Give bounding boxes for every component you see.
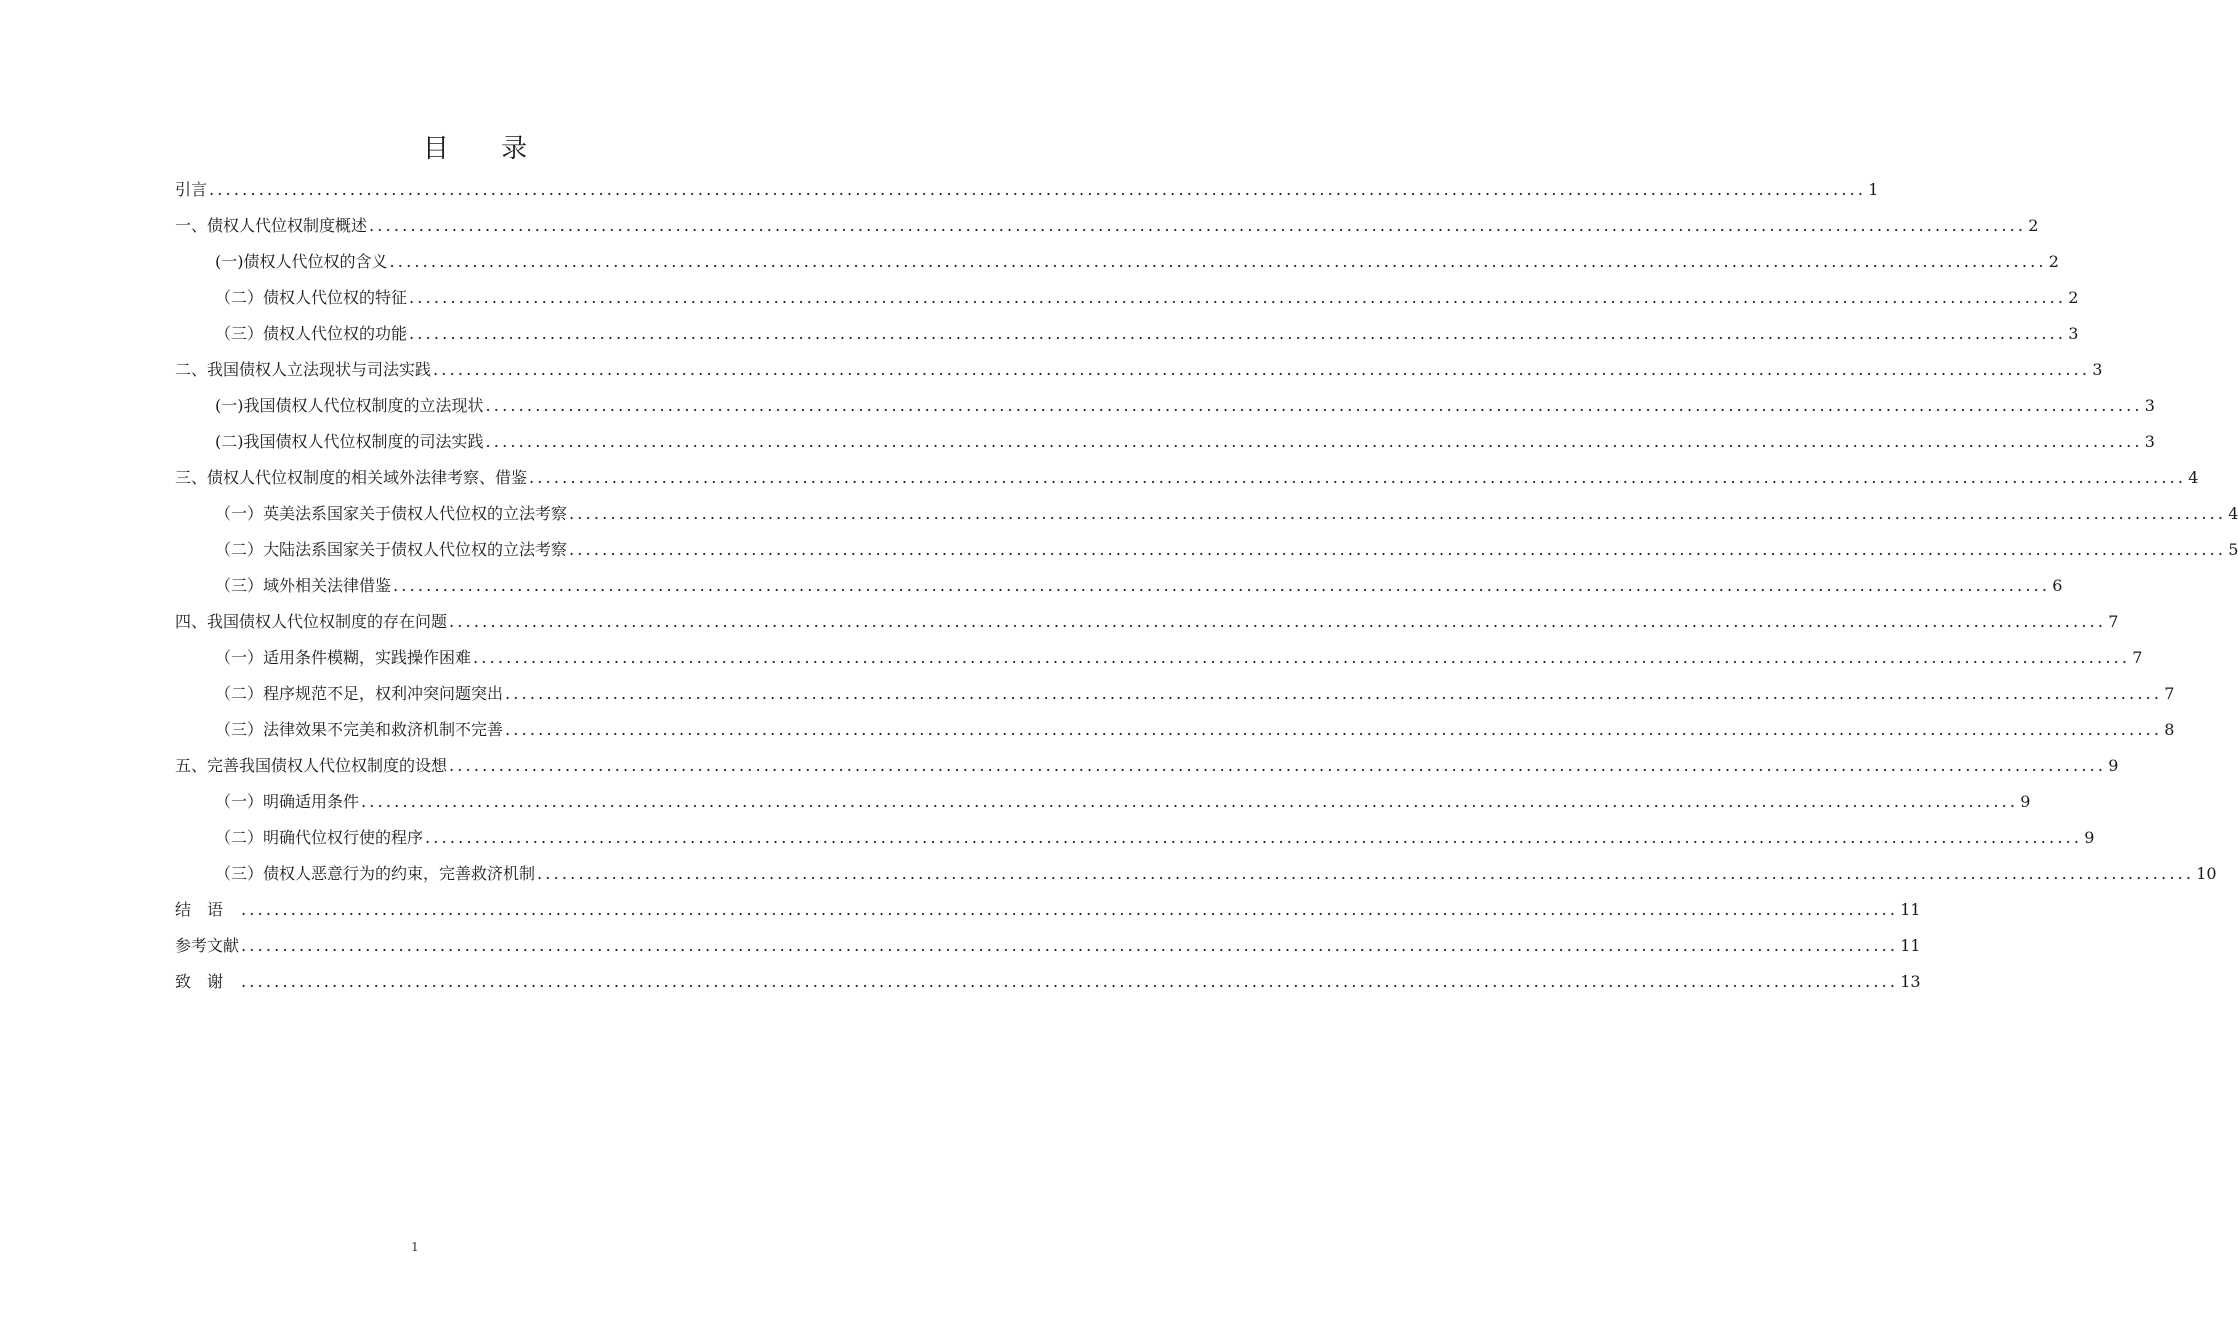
toc-entry[interactable]	[175, 532, 2238, 568]
toc-dot-leader: ........................................................................................................................................................................................................	[449, 756, 2107, 775]
toc-entry[interactable]	[175, 604, 2119, 640]
toc-entry-label: （三）债权人恶意行为的约束，完善救济机制	[215, 864, 536, 883]
toc-entry-label: 三、债权人代位权制度的相关域外法律考察、借鉴	[175, 468, 528, 487]
toc-entry-label: （二）大陆法系国家关于债权人代位权的立法考察	[215, 540, 568, 559]
toc-dot-leader: ........................................................................................................................................................................................................	[361, 792, 2019, 811]
toc-entry-page-number: 8	[2164, 720, 2175, 739]
toc-entry[interactable]	[175, 820, 2095, 856]
toc-entry-page-number: 9	[2108, 756, 2119, 775]
toc-entry[interactable]	[175, 388, 2155, 424]
toc-entry-page-number: 5	[2228, 540, 2238, 559]
toc-entry-page-number: 6	[2052, 576, 2063, 595]
toc-entry[interactable]	[175, 424, 2155, 460]
toc-entry-label: （三）域外相关法律借鉴	[215, 576, 392, 595]
toc-dot-leader: ........................................................................................................................................................................................................	[393, 576, 2051, 595]
toc-entry[interactable]	[175, 784, 2031, 820]
toc-entry-page-number: 1	[1868, 180, 1879, 199]
toc-entry[interactable]	[175, 964, 1921, 1000]
toc-dot-leader: ........................................................................................................................................................................................................	[409, 288, 2067, 307]
toc-entry-page-number: 4	[2188, 468, 2199, 487]
toc-entry-label: 结语	[175, 900, 240, 919]
toc-dot-leader: ........................................................................................................................................................................................................	[485, 396, 2143, 415]
toc-entry-label: (一)债权人代位权的含义	[215, 252, 388, 271]
toc-entry-page-number: 11	[1900, 900, 1921, 919]
toc-dot-leader: ........................................................................................................................................................................................................	[425, 828, 2083, 847]
toc-entry-page-number: 2	[2068, 288, 2079, 307]
toc-entry-label: 一、债权人代位权制度概述	[175, 216, 368, 235]
toc-entry[interactable]	[175, 928, 1921, 964]
toc-dot-leader: ........................................................................................................................................................................................................	[241, 972, 1899, 991]
toc-entry[interactable]	[175, 748, 2119, 784]
toc-dot-leader: ........................................................................................................................................................................................................	[485, 432, 2143, 451]
toc-entry-label: （三）法律效果不完美和救济机制不完善	[215, 720, 504, 739]
toc-entry-label: （二）债权人代位权的特征	[215, 288, 408, 307]
toc-title: 目 录	[422, 134, 550, 164]
toc-entry[interactable]	[175, 712, 2175, 748]
toc-entry[interactable]	[175, 460, 2199, 496]
toc-entry-label: （三）债权人代位权的功能	[215, 324, 408, 343]
toc-dot-leader: ........................................................................................................................................................................................................	[505, 684, 2163, 703]
toc-entry-page-number: 9	[2020, 792, 2031, 811]
toc-entry[interactable]	[175, 568, 2063, 604]
toc-entry-label: （二）程序规范不足，权利冲突问题突出	[215, 684, 504, 703]
toc-entry[interactable]	[175, 352, 2103, 388]
toc-entry[interactable]	[175, 316, 2079, 352]
toc-dot-leader: ........................................................................................................................................................................................................	[209, 180, 1867, 199]
footer-page-number: 1	[411, 1240, 419, 1254]
toc-entry[interactable]	[175, 496, 2238, 532]
toc-entry-page-number: 3	[2144, 432, 2155, 451]
toc-entry-label: 参考文献	[175, 936, 240, 955]
toc-entry[interactable]	[175, 640, 2143, 676]
toc-entry-label: 致谢	[175, 972, 240, 991]
toc-entry[interactable]	[175, 172, 1879, 208]
toc-entry-page-number: 2	[2028, 216, 2039, 235]
toc-entry-label: （一）明确适用条件	[215, 792, 360, 811]
toc-entry-page-number: 3	[2068, 324, 2079, 343]
toc-entry-page-number: 9	[2084, 828, 2095, 847]
toc-dot-leader: ........................................................................................................................................................................................................	[433, 360, 2091, 379]
toc-entry-page-number: 3	[2092, 360, 2103, 379]
toc-entry-page-number: 7	[2108, 612, 2119, 631]
toc-entry-label: 引言	[175, 180, 208, 199]
toc-entry-page-number: 2	[2048, 252, 2059, 271]
toc-dot-leader: ........................................................................................................................................................................................................	[389, 252, 2047, 271]
toc-dot-leader: ........................................................................................................................................................................................................	[537, 864, 2195, 883]
toc-entry[interactable]	[175, 244, 2059, 280]
toc-entry-page-number: 4	[2228, 504, 2238, 523]
toc-entry-page-number: 7	[2132, 648, 2143, 667]
toc-entry[interactable]	[175, 280, 2079, 316]
toc-dot-leader: ........................................................................................................................................................................................................	[241, 900, 1899, 919]
toc-entry-label: (一)我国债权人代位权制度的立法现状	[215, 396, 484, 415]
toc-entry-label: 五、完善我国债权人代位权制度的设想	[175, 756, 448, 775]
toc-entry-label: 四、我国债权人代位权制度的存在问题	[175, 612, 448, 631]
toc-entry-label: 二、我国债权人立法现状与司法实践	[175, 360, 432, 379]
toc-dot-leader: ........................................................................................................................................................................................................	[241, 936, 1899, 955]
toc-entry-page-number: 7	[2164, 684, 2175, 703]
toc-entry-page-number: 3	[2144, 396, 2155, 415]
toc-dot-leader: ........................................................................................................................................................................................................	[449, 612, 2107, 631]
toc-dot-leader: ........................................................................................................................................................................................................	[569, 504, 2227, 523]
toc-entry-label: （一）适用条件模糊，实践操作困难	[215, 648, 472, 667]
toc-dot-leader: ........................................................................................................................................................................................................	[409, 324, 2067, 343]
toc-entry-page-number: 11	[1900, 936, 1921, 955]
toc-entry[interactable]	[175, 892, 1921, 928]
toc-entry-page-number: 13	[1900, 972, 1921, 991]
toc-dot-leader: ........................................................................................................................................................................................................	[473, 648, 2131, 667]
toc-entry-label: （一）英美法系国家关于债权人代位权的立法考察	[215, 504, 568, 523]
toc-entry-label: (二)我国债权人代位权制度的司法实践	[215, 432, 484, 451]
toc-entry[interactable]	[175, 676, 2175, 712]
toc-entry-label: （二）明确代位权行使的程序	[215, 828, 424, 847]
table-of-contents	[175, 172, 2238, 1000]
toc-dot-leader: ........................................................................................................................................................................................................	[529, 468, 2187, 487]
toc-dot-leader: ........................................................................................................................................................................................................	[505, 720, 2163, 739]
toc-dot-leader: ........................................................................................................................................................................................................	[369, 216, 2027, 235]
toc-dot-leader: ........................................................................................................................................................................................................	[569, 540, 2227, 559]
toc-entry[interactable]	[175, 208, 2039, 244]
toc-entry[interactable]	[175, 856, 2217, 892]
toc-entry-page-number: 10	[2196, 864, 2217, 883]
